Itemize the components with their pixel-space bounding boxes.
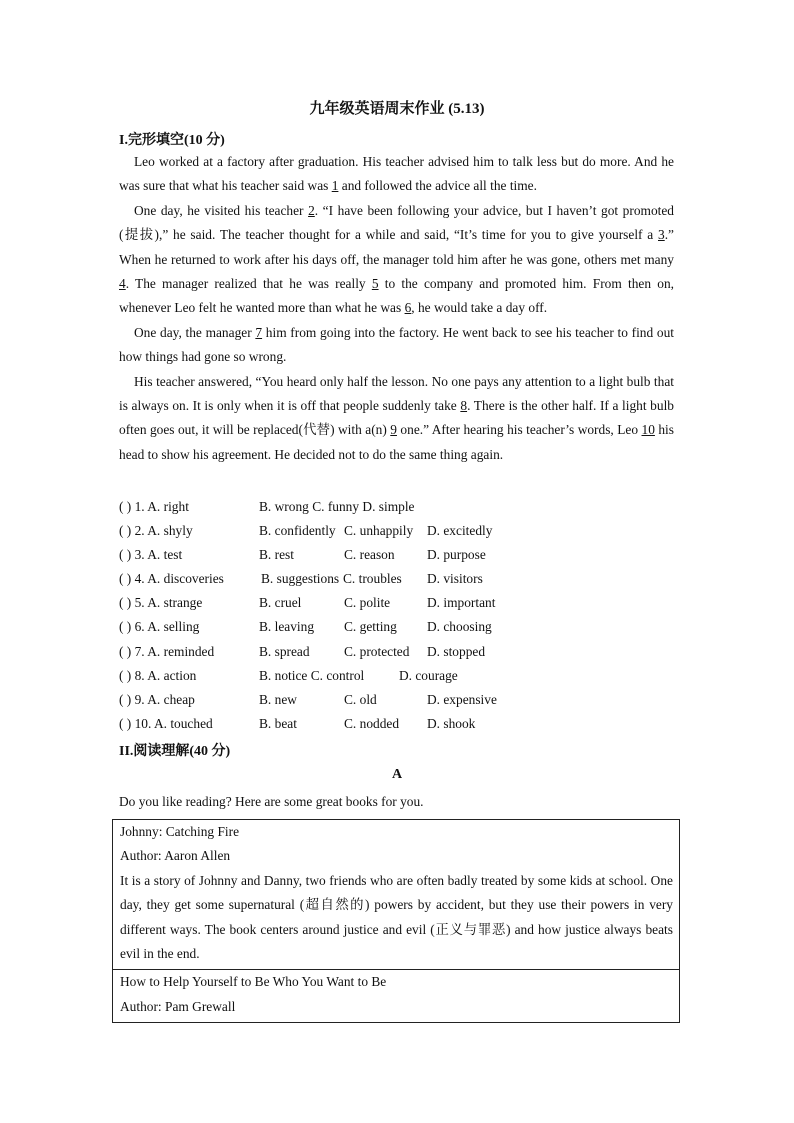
passage-text: , he would take a day off. — [411, 300, 548, 316]
option-d: D. stopped — [427, 644, 486, 659]
blank-number: 7 — [255, 324, 263, 340]
question-stem: ( ) 10. A. touched — [119, 716, 213, 731]
blank-number: 3 — [658, 227, 665, 243]
book-description: It is a story of Johnny and Danny, two friends who are often badly treated by some kids at school. One day, they get some supernatural (超自然的) powers by accident, but they use their powers in very different ways. The book centers around justice and evil (正义与罪恶) and how justice always beats evil in the end. — [120, 872, 673, 962]
option-d: D. shook — [427, 716, 476, 731]
option-b: B. wrong C. funny D. simple — [259, 499, 415, 514]
option-b: B. notice C. control — [259, 668, 365, 683]
passage-text: to the company and promoted him. From then on, whenever Leo felt he wanted more than what he was — [119, 276, 674, 316]
option-b: B. suggestions — [261, 571, 340, 586]
passage-text: and followed the advice all the time. — [338, 178, 537, 194]
passage-text: One day, the manager — [134, 324, 256, 340]
option-d: D. purpose — [427, 547, 486, 562]
book-entry — [113, 969, 679, 1022]
passage-paragraph — [119, 199, 674, 321]
option-d: D. important — [427, 595, 496, 610]
blank-number: 9 — [390, 422, 397, 438]
question-stem: ( ) 7. A. reminded — [119, 644, 215, 659]
reading-intro: Do you like reading? Here are some great books for you. — [119, 794, 424, 809]
blank-number: 1 — [331, 178, 339, 194]
blank-number: 6 — [404, 300, 412, 316]
option-d: D. visitors — [427, 571, 483, 586]
option-c: C. unhappily — [344, 523, 414, 538]
question-stem: ( ) 2. A. shyly — [119, 523, 193, 538]
option-b: B. spread — [259, 644, 310, 659]
book-author: Author: Aaron Allen — [120, 848, 231, 864]
passage-text: . There is the other half. If a light bulb often goes out, it will be replaced(代替) with a(n) — [119, 398, 674, 438]
option-d: D. expensive — [427, 692, 497, 707]
option-c: C. protected — [344, 644, 410, 659]
blank-number: 2 — [308, 202, 315, 218]
reading-section-heading: II.阅读理解(40 分) — [119, 744, 231, 759]
passage-text: him from going into the factory. He went back to see his teacher to find out how things had gone so wrong. — [119, 324, 674, 365]
page-title: 九年级英语周末作业 (5.13) — [309, 101, 485, 117]
book-title: How to Help Yourself to Be Who You Want to Be — [120, 974, 387, 990]
passage-paragraph — [119, 370, 674, 468]
question-stem: ( ) 4. A. discoveries — [119, 571, 224, 586]
cloze-section-heading: I.完形填空(10 分) — [119, 133, 225, 148]
part-label: A — [391, 767, 403, 782]
blank-number: 8 — [460, 398, 468, 414]
book-title: Johnny: Catching Fire — [120, 824, 240, 839]
passage-text: One day, he visited his teacher — [134, 202, 309, 218]
option-c: C. polite — [344, 595, 391, 610]
option-c: C. old — [344, 692, 377, 707]
passage-text: one.” After hearing his teacher’s words, Leo — [396, 422, 642, 438]
question-stem: ( ) 5. A. strange — [119, 595, 203, 610]
passage-text: .” When he returned to work after his days off, the manager told him after he was gone, others met many — [119, 227, 674, 267]
passage-text: . The manager realized that he was really — [125, 276, 372, 292]
passage-text: His teacher answered, “You heard only half the lesson. No one pays any attention to a light bulb that is always on. It is only when it is off that people suddenly take — [119, 373, 674, 414]
passage-text: his head to show his agreement. He decided not to do the same thing again. — [119, 422, 674, 462]
blank-number: 10 — [641, 422, 655, 438]
option-c: C. nodded — [344, 716, 400, 731]
question-stem: ( ) 9. A. cheap — [119, 692, 195, 707]
passage-paragraph — [119, 321, 674, 370]
question-stem: ( ) 6. A. selling — [119, 619, 200, 634]
passage-text: Leo worked at a factory after graduation. His teacher advised him to talk less but do more. And he was sure that what his teacher said was — [119, 154, 674, 194]
option-c: C. getting — [344, 619, 397, 634]
blank-number: 5 — [371, 276, 379, 292]
cloze-passage — [119, 150, 674, 467]
option-d: D. excitedly — [427, 523, 493, 538]
passage-text: . “I have been following your advice, but I haven’t got promoted (提拔),” he said. The teacher thought for a while and said, “It’s time for you to give yourself a — [119, 202, 675, 243]
option-b: B. new — [259, 692, 297, 707]
option-b: B. cruel — [259, 595, 302, 610]
blank-number: 4 — [119, 276, 126, 292]
book-table — [112, 819, 680, 1023]
option-b: B. rest — [259, 547, 294, 562]
option-d: D. courage — [399, 668, 458, 683]
option-c: C. reason — [344, 547, 395, 562]
question-stem: ( ) 8. A. action — [119, 668, 197, 683]
passage-paragraph — [119, 150, 674, 199]
question-stem: ( ) 1. A. right — [119, 499, 189, 514]
book-entry — [113, 820, 679, 969]
option-b: B. leaving — [259, 619, 315, 634]
question-stem: ( ) 3. A. test — [119, 547, 183, 562]
option-c: C. troubles — [343, 571, 402, 586]
option-b: B. confidently — [259, 523, 336, 538]
book-author: Author: Pam Grewall — [120, 998, 236, 1014]
option-d: D. choosing — [427, 619, 492, 634]
option-b: B. beat — [259, 716, 297, 731]
